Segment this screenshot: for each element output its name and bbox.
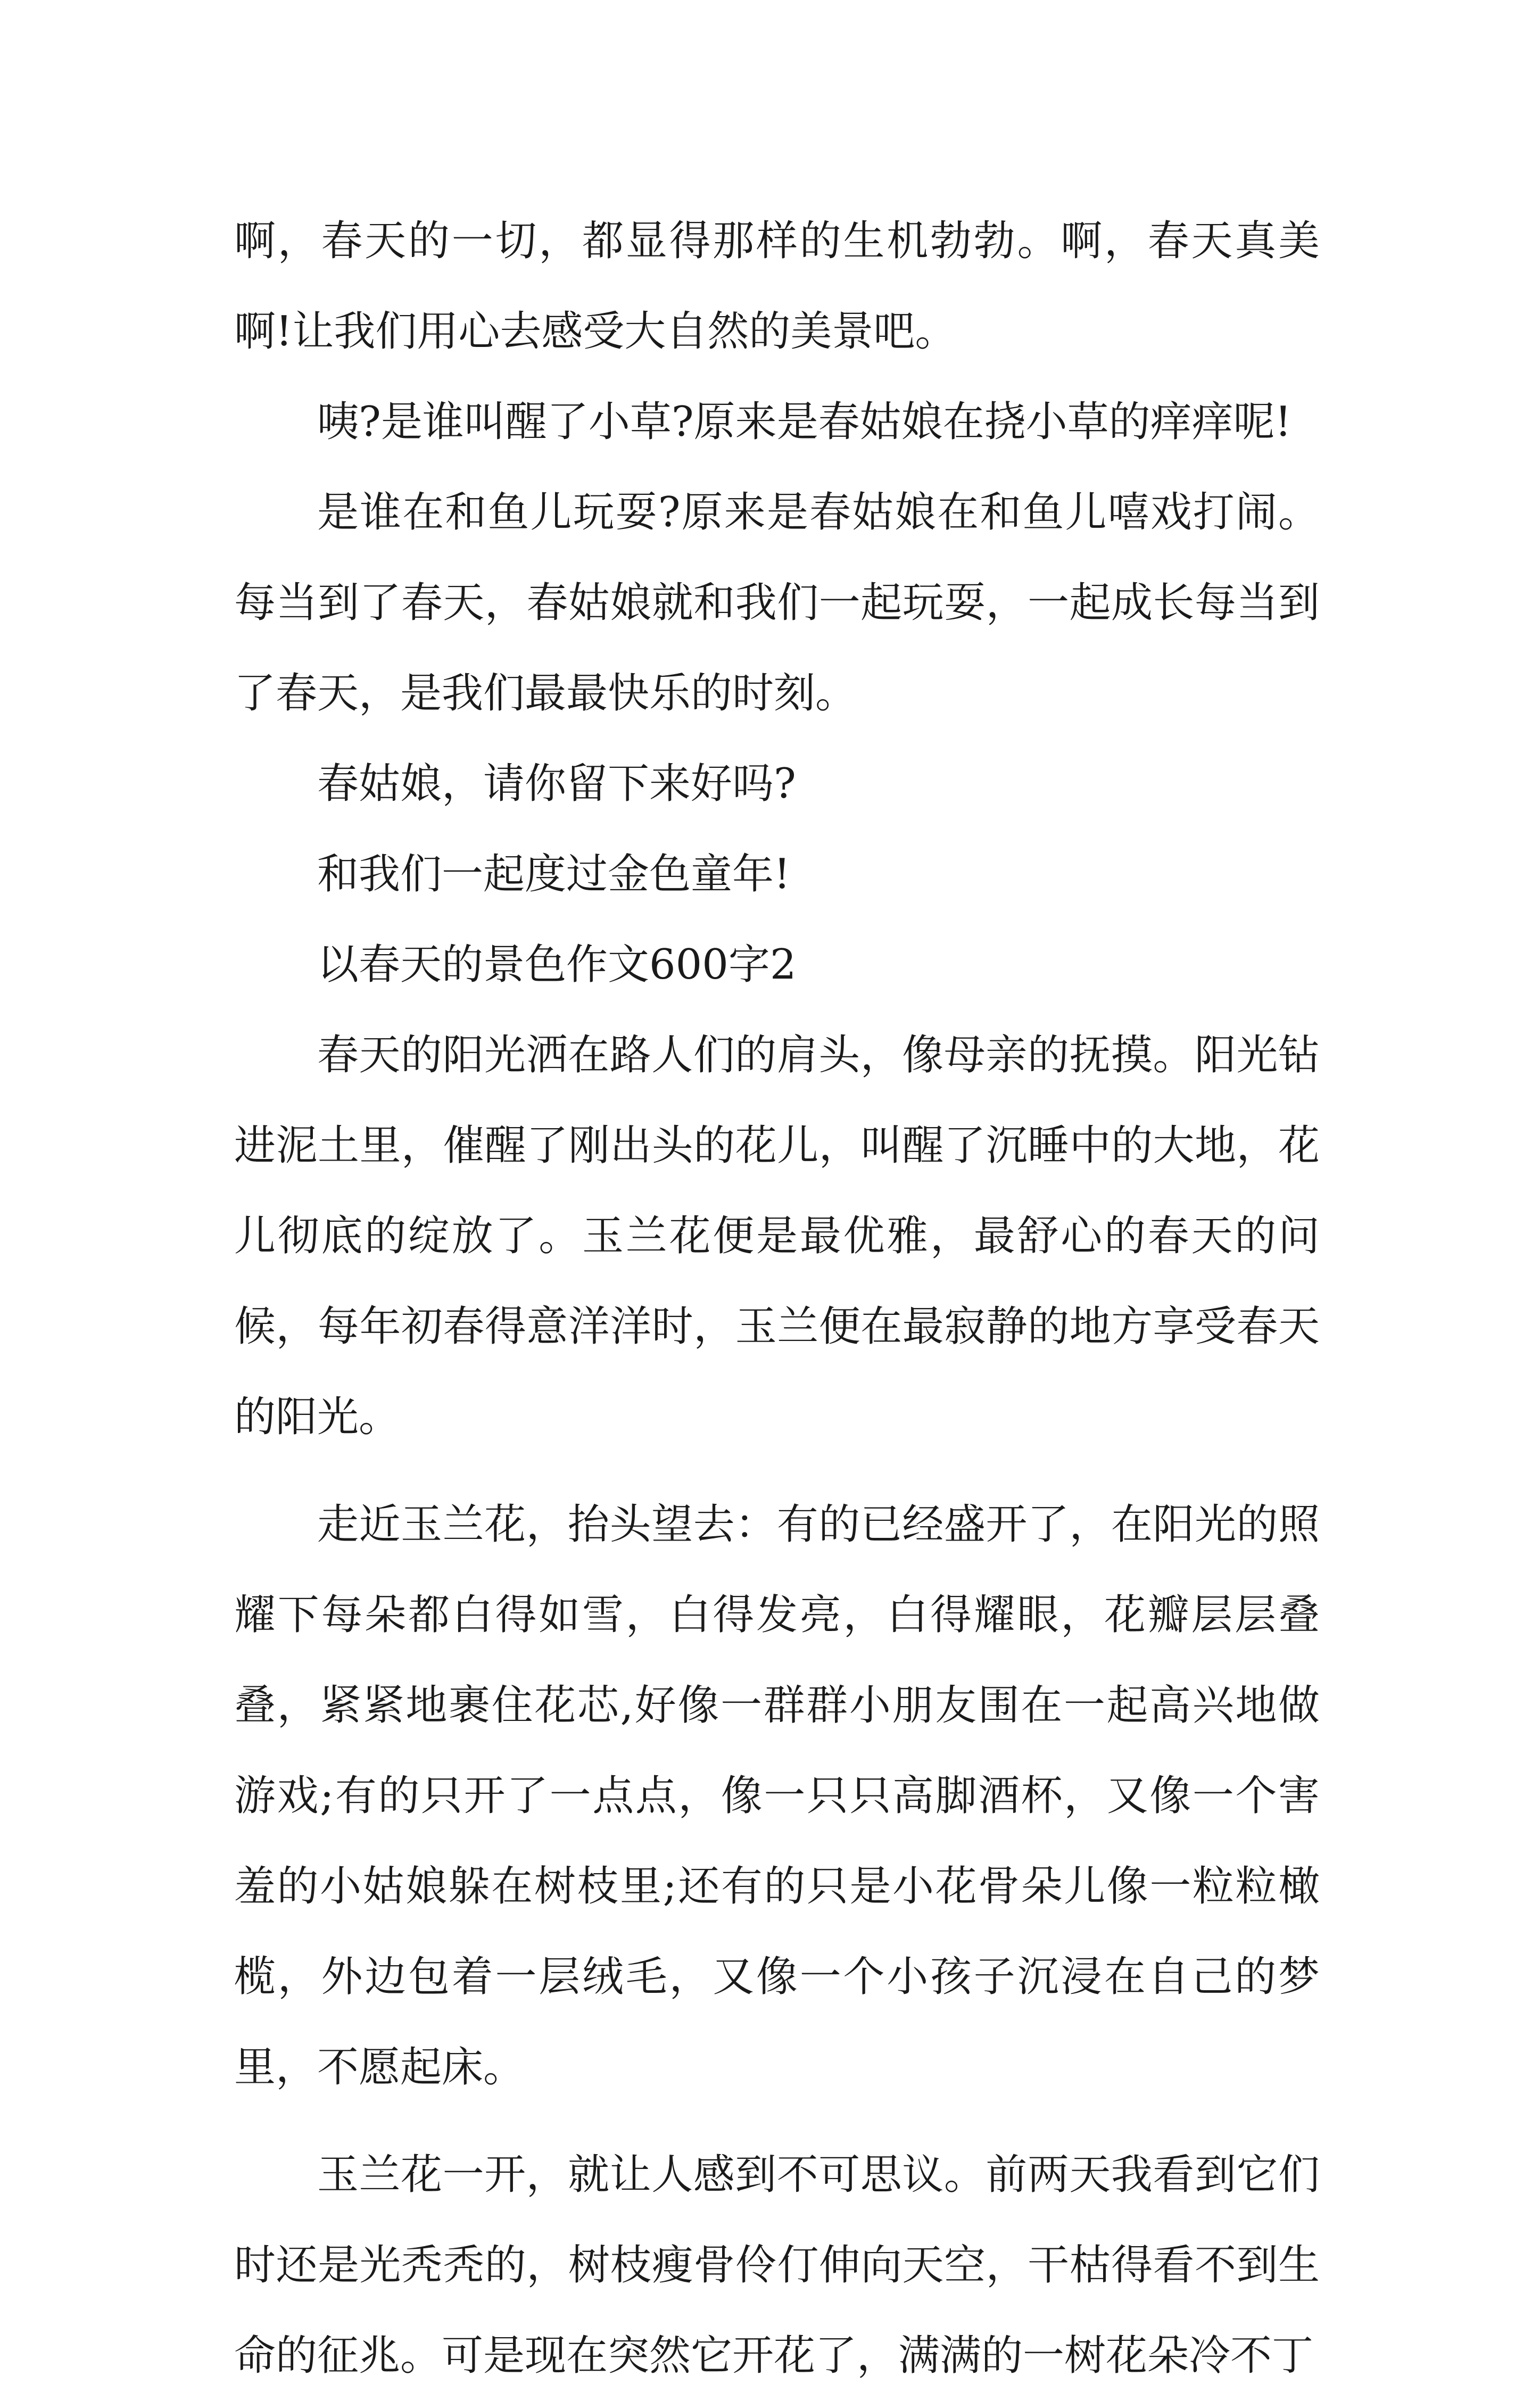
paragraph-6: 春天的阳光洒在路人们的肩头，像母亲的抚摸。阳光钻进泥土里，催醒了刚出头的花儿，叫醒了沉睡中的大地，花儿彻底的绽放了。玉兰花便是最优雅，最舒心的春天的问候，每年初春得意洋洋时，玉兰便在最寂静的地方享受春天的阳光。 — [234, 1031, 1320, 1441]
paragraph-5: 和我们一起度过金色童年! — [317, 850, 791, 898]
paragraph-7: 走近玉兰花，抬头望去：有的已经盛开了，在阳光的照耀下每朵都白得如雪，白得发亮，白得耀眼，花瓣层层叠叠，紧紧地裹住花芯,好像一群群小朋友围在一起高兴地做游戏;有的只开了一点点，像一只只高脚酒杯，又像一个害羞的小姑娘躲在树枝里;还有的只是小花骨朵儿像一粒粒橄榄，外边包着一层绒毛，又像一个小孩子沉浸在自己的梦里，不愿起床。 — [234, 1501, 1320, 2091]
document-body — [234, 196, 1320, 2401]
paragraph-1: 啊，春天的一切，都显得那样的生机勃勃。啊，春天真美啊!让我们用心去感受大自然的美景吧。 — [234, 217, 1320, 355]
section-heading: 以春天的景色作文600字2 — [317, 941, 797, 989]
paragraph-2: 咦?是谁叫醒了小草?原来是春姑娘在挠小草的痒痒呢! — [317, 398, 1291, 446]
paragraph-8: 玉兰花一开，就让人感到不可思议。前两天我看到它们时还是光秃秃的，树枝瘦骨伶仃伸向天空，干枯得看不到生命的征兆。可是现在突然它开花了，满满的一树花朵冷不丁 — [234, 2151, 1320, 2380]
paragraph-4: 春姑娘，请你留下来好吗? — [317, 760, 796, 808]
paragraph-3: 是谁在和鱼儿玩耍?原来是春姑娘在和鱼儿嘻戏打闹。每当到了春天，春姑娘就和我们一起玩耍，一起成长每当到了春天，是我们最最快乐的时刻。 — [234, 489, 1320, 717]
